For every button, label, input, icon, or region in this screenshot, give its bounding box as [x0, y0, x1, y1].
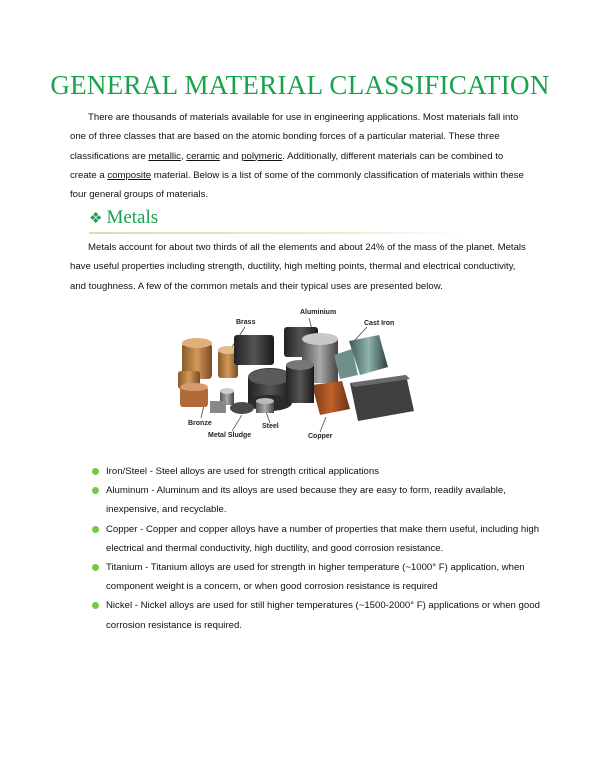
list-item	[92, 558, 542, 596]
label-cast-iron: Cast Iron	[364, 320, 395, 327]
list-item	[92, 481, 542, 519]
diamond-bullet-icon: ❖	[89, 211, 103, 227]
intro-paragraph	[70, 108, 530, 204]
bullet-dot-icon	[92, 602, 99, 609]
intro-text-2: . Additionally, different materials can be combined to create a	[70, 150, 504, 181]
list-item	[92, 520, 542, 558]
bullet-dot-icon	[92, 564, 99, 571]
heading-underline	[89, 232, 465, 234]
list-item-text: Titanium - Titanium alloys are used for strength in higher temperature (~1000° F) application, when component weight is a concern, or when good corrosion resistance is required	[106, 562, 525, 593]
intro-sep-2: and	[219, 150, 242, 162]
intro-text-1: There are thousands of materials available for use in engineering applications. Most materials fall into one of three classes that are based on the atomic bonding forces of a particular material. These three classifications are	[70, 112, 519, 162]
bullet-dot-icon	[92, 487, 99, 494]
link-polymeric[interactable]: polymeric	[241, 150, 283, 162]
metals-list	[92, 462, 542, 635]
link-ceramic[interactable]: ceramic	[186, 150, 220, 162]
link-metallic[interactable]: metallic	[148, 150, 181, 162]
list-item-text: Copper - Copper and copper alloys have a number of properties that make them useful, including high electrical and thermal conductivity, high ductility, and good corrosion resistance.	[106, 523, 540, 554]
intro-text-3: material. Below is a list of some of the commonly classification of materials within these four general groups of materials.	[70, 169, 524, 201]
bullet-dot-icon	[92, 526, 99, 533]
section-heading-text: Metals	[106, 207, 159, 228]
section-heading-metals	[89, 207, 158, 229]
list-item-text: Nickel - Nickel alloys are used for still higher temperatures (~1500-2000° F) applications or when good corrosion resistance is required.	[106, 600, 540, 631]
list-item-text: Aluminum - Aluminum and its alloys are used because they are easy to form, readily available, inexpensive, and recyclable.	[106, 485, 506, 516]
bullet-dot-icon	[92, 468, 99, 475]
label-metal-sludge: Metal Sludge	[208, 432, 252, 439]
metals-paragraph: Metals account for about two thirds of all the elements and about 24% of the mass of the planet. Metals have useful properties including strength, ductility, high melting points, thermal and electrical conductivity, and toughness. A few of the common metals and their typical uses are presented below.	[70, 242, 526, 292]
list-item	[92, 462, 542, 481]
label-brass: Brass	[236, 319, 256, 326]
label-copper: Copper	[308, 433, 333, 440]
page-title: GENERAL MATERIAL CLASSIFICATION	[50, 70, 550, 100]
metals-photo	[174, 305, 426, 445]
list-item	[92, 596, 542, 634]
intro-sep-1: ,	[180, 150, 187, 162]
list-item-text: Iron/Steel - Steel alloys are used for strength critical applications	[106, 466, 380, 477]
label-steel: Steel	[262, 423, 279, 430]
link-composite[interactable]: composite	[107, 169, 152, 181]
label-bronze: Bronze	[188, 420, 212, 427]
label-aluminium: Aluminium	[300, 309, 337, 316]
